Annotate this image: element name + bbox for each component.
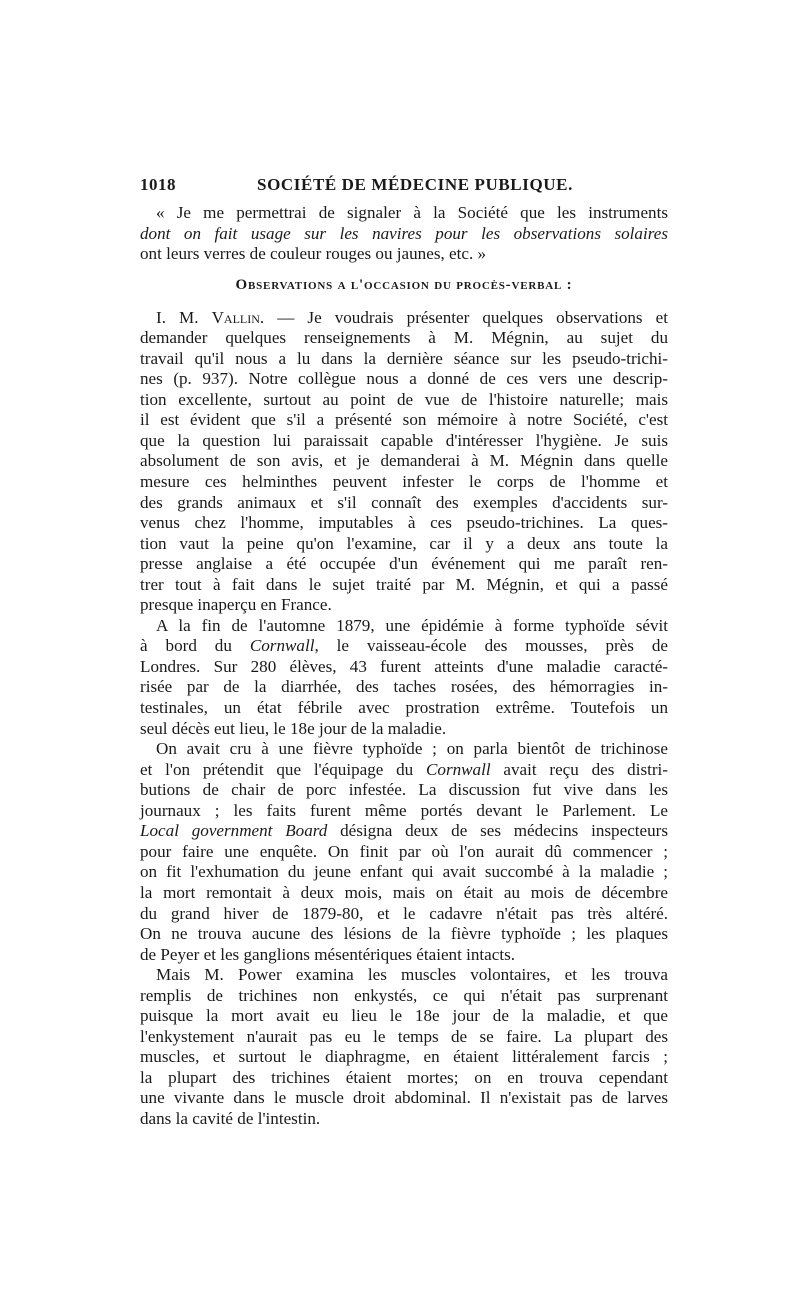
para3-line: de Peyer et les ganglions mésentériques étaient intacts.	[140, 944, 515, 964]
para1-line: presque inaperçu en France.	[140, 595, 332, 615]
para3-line-5-after: désigna deux de ses médecins inspecteurs	[327, 821, 669, 841]
para3-line: du grand hiver de 1879-80, et le cadavre n'était pas très altéré.	[140, 903, 668, 923]
para1-line-1	[140, 308, 668, 329]
para1-line: que la question lui paraissait capable d'intéresser l'hygiène. Je suis	[140, 430, 668, 450]
para2-line-2-before: à bord du	[140, 636, 250, 656]
board-name: Local government Board	[140, 821, 328, 841]
quote-paragraph	[140, 203, 668, 265]
para3-line-2-before: et l'on prétendit que l'équipage du	[140, 759, 426, 779]
quote-italic-line: dont on fait usage sur les navires pour les observations solaires	[140, 223, 668, 243]
para3-line-2-after: avait reçu des distri-	[490, 759, 668, 779]
quote-line-1: « Je me permettrai de signaler à la Société que les instruments	[156, 203, 668, 222]
para4-line: une vivante dans le muscle droit abdominal. Il n'existait pas de larves	[140, 1088, 668, 1108]
para3-line-3: butions de chair de porc infestée. La discussion fut vive dans les	[140, 780, 668, 800]
running-head	[140, 175, 668, 203]
para1-line: absolument de son avis, et je demanderai à M. Mégnin dans quelle	[140, 451, 668, 471]
para1-line: mesure ces helminthes peuvent infester le corps de l'homme et	[140, 472, 668, 492]
para1-line: trer tout à fait dans le sujet traité par M. Mégnin, et qui a passé	[140, 574, 668, 594]
document-page	[140, 175, 668, 1130]
para3-line-5	[140, 821, 668, 842]
paragraph-vallin	[140, 308, 668, 616]
journal-title: SOCIÉTÉ DE MÉDECINE PUBLIQUE.	[257, 175, 573, 194]
page-number: 1018	[140, 175, 176, 194]
para2-line-2-after: , le vaisseau-école des mousses, près de	[314, 636, 669, 656]
para3-line: la mort remontait à deux mois, mais on était au mois de décembre	[140, 882, 668, 902]
para1-line: il est évident que s'il a présenté son mémoire à notre Société, c'est	[140, 410, 668, 430]
para4-line: puisque la mort avait eu lieu le 18e jour de la maladie, et que	[140, 1006, 668, 1026]
paragraph-epidemic	[140, 616, 668, 739]
paragraph-power	[140, 965, 668, 1129]
para4-line: dans la cavité de l'intestin.	[140, 1108, 321, 1128]
quote-line-2: ont leurs verres de couleur rouges ou jaunes, etc. »	[140, 244, 487, 264]
para1-line: presse anglaise a été occupée d'un événement qui me paraît ren-	[140, 554, 668, 574]
para2-line-1: A la fin de l'automne 1879, une épidémie à forme typhoïde sévit	[156, 615, 668, 635]
para1-line: nes (p. 937). Notre collègue nous a donné de ces vers une descrip-	[140, 369, 668, 389]
ship-name: Cornwall	[426, 759, 491, 779]
paragraph-typhoid	[140, 739, 668, 965]
para1-line-1-text: — Je voudrais présenter quelques observations et	[264, 307, 668, 327]
para2-line: risée par de la diarrhée, des taches rosées, des hémorragies in-	[140, 677, 668, 697]
para4-line: remplis de trichines non enkystés, ce qui n'était pas surprenant	[140, 985, 668, 1005]
speaker-name: Vallin.	[211, 307, 265, 327]
para1-line: tion vaut la peine qu'on l'examine, car il y a deux ans toute la	[140, 533, 668, 553]
para3-line-4: journaux ; les faits furent même portés devant le Parlement. Le	[140, 800, 668, 820]
para2-line: testinales, un état fébrile avec prostration extrême. Toutefois un	[140, 698, 668, 718]
para2-line-2	[140, 636, 668, 657]
para2-line: Londres. Sur 280 élèves, 43 furent atteints d'une maladie caracté-	[140, 656, 668, 676]
ship-name: Cornwall	[249, 636, 315, 656]
para1-line: des grands animaux et s'il connaît des exemples d'accidents sur-	[140, 492, 668, 512]
para1-line: travail qu'il nous a lu dans la dernière séance sur les pseudo-trichi-	[140, 348, 668, 368]
section-title: Observations a l'occasion du procès-verbal :	[235, 276, 573, 293]
para3-line: pour faire une enquête. On finit par où l'on aurait dû commencer ;	[140, 841, 668, 861]
para4-line: la plupart des trichines étaient mortes; on en trouva cependant	[140, 1067, 668, 1087]
para3-line-1: On avait cru à une fièvre typhoïde ; on parla bientôt de trichinose	[156, 739, 668, 759]
para1-line: venus chez l'homme, imputables à ces pseudo-trichines. La ques-	[140, 513, 668, 533]
speaker-prefix: I. M.	[156, 307, 212, 327]
para1-line: tion excellente, surtout au point de vue de l'histoire naturelle; mais	[140, 389, 668, 409]
para4-line: l'enkystement n'aurait pas eu le temps de se faire. La plupart des	[140, 1026, 668, 1046]
para1-line: demander quelques renseignements à M. Mégnin, au sujet du	[140, 328, 668, 348]
para3-line: On ne trouva aucune des lésions de la fièvre typhoïde ; les plaques	[140, 924, 668, 944]
para4-line-1: Mais M. Power examina les muscles volontaires, et les trouva	[156, 965, 668, 985]
para2-line: seul décès eut lieu, le 18e jour de la maladie.	[140, 718, 447, 738]
para4-line: muscles, et surtout le diaphragme, en étaient littéralement farcis ;	[140, 1047, 668, 1067]
para3-line: on fit l'exhumation du jeune enfant qui avait succombé à la maladie ;	[140, 862, 668, 882]
para3-line-2	[140, 760, 668, 781]
